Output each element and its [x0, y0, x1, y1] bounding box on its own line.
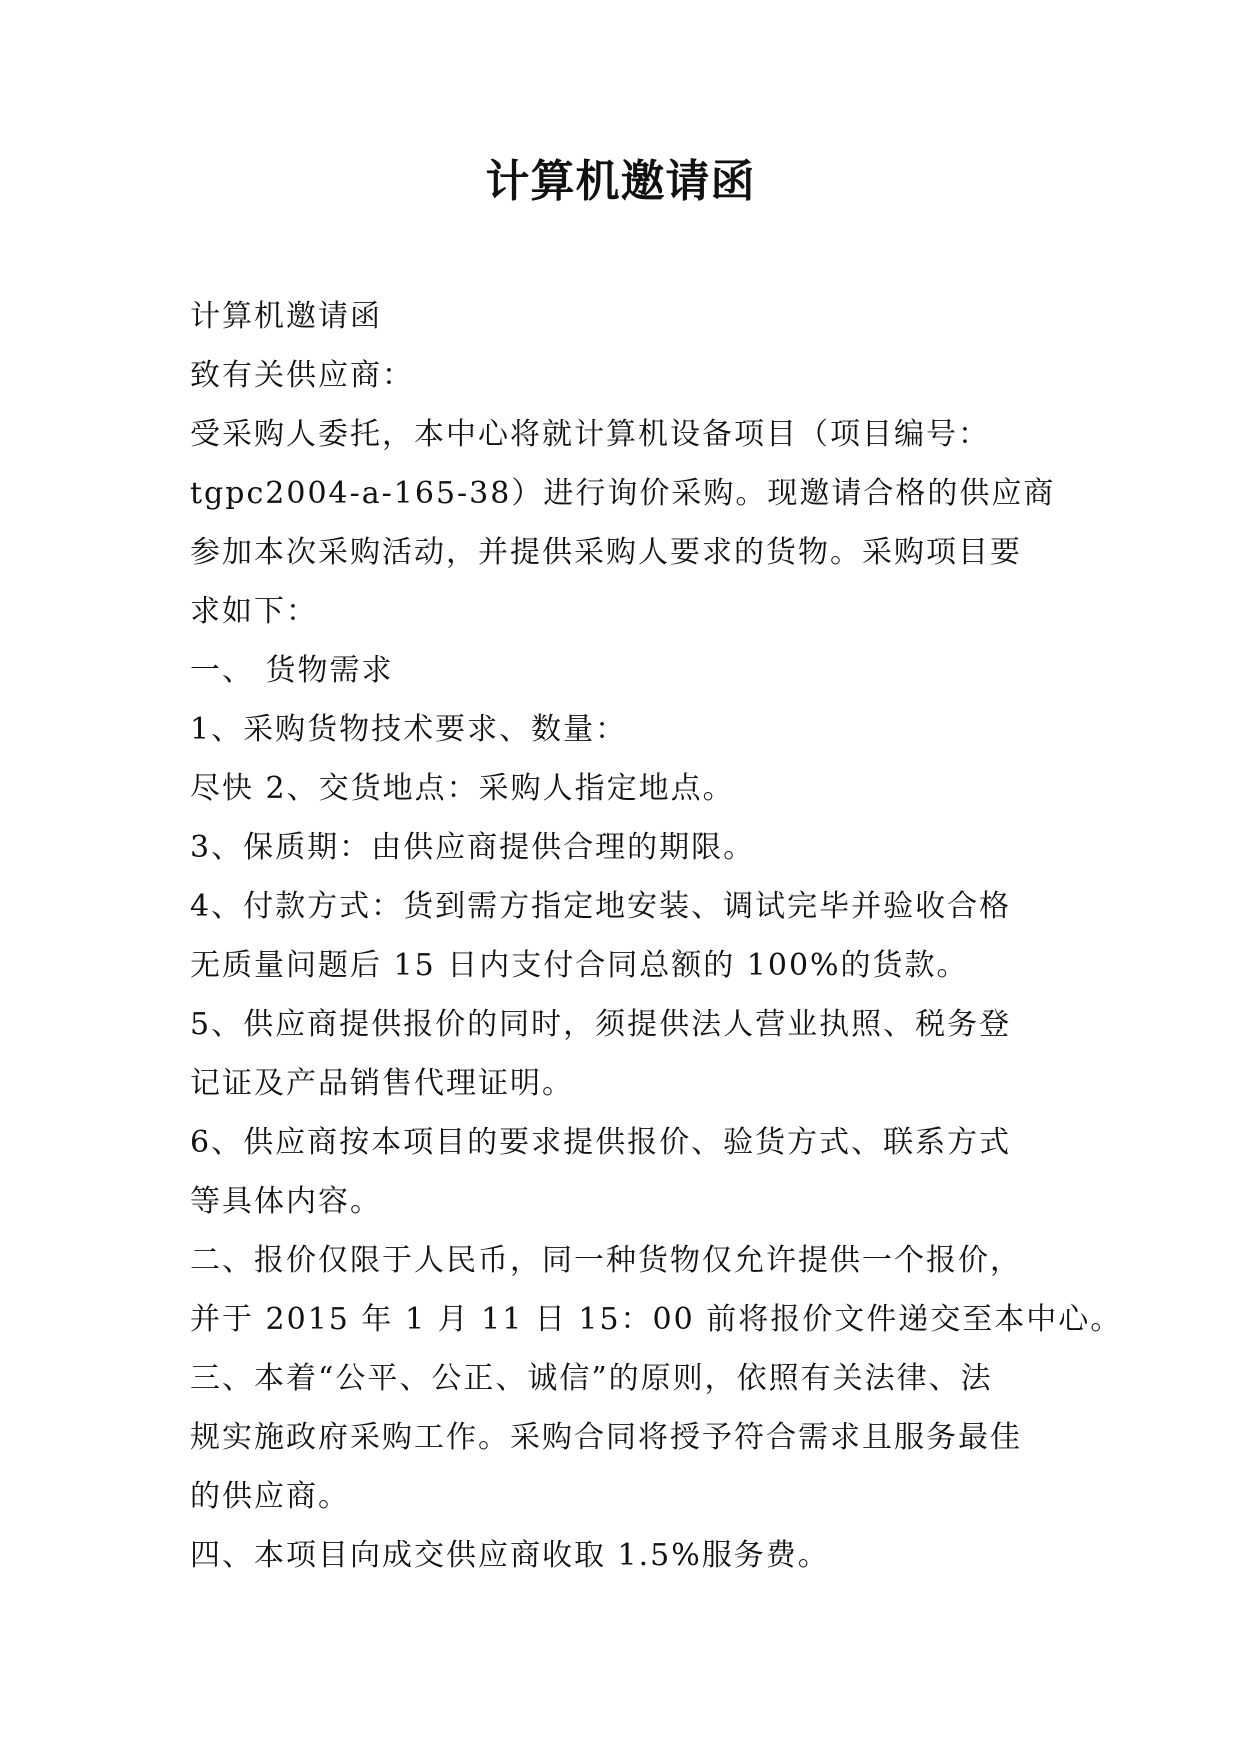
section-4-line-1: 四、本项目向成交供应商收取 1.5%服务费。	[190, 1538, 830, 1573]
intro-line-4: 求如下：	[190, 594, 318, 629]
item-4-line-1: 4、付款方式：货到需方指定地安装、调试完毕并验收合格	[190, 889, 1012, 924]
section-3-line-2: 规实施政府采购工作。采购合同将授予符合需求且服务最佳	[190, 1420, 1022, 1455]
section-3-line-3: 的供应商。	[190, 1479, 350, 1514]
section-2-line-2: 并于 2015 年 1 月 11 日 15：00 前将报价文件递交至本中心。	[190, 1302, 1123, 1337]
item-4-line-2: 无质量问题后 15 日内支付合同总额的 100%的货款。	[190, 948, 969, 983]
section-2-line-1: 二、报价仅限于人民币，同一种货物仅允许提供一个报价，	[190, 1243, 1022, 1278]
item-6-line-2: 等具体内容。	[190, 1184, 382, 1219]
item-1: 1、采购货物技术要求、数量：	[190, 712, 628, 747]
item-5-line-2: 记证及产品销售代理证明。	[190, 1066, 574, 1101]
item-6-line-1: 6、供应商按本项目的要求提供报价、验货方式、联系方式	[190, 1125, 1012, 1160]
item-2: 尽快 2、交货地点：采购人指定地点。	[190, 771, 735, 806]
intro-line-2: tgpc2004-a-165-38）进行询价采购。现邀请合格的供应商	[190, 476, 1056, 511]
salutation: 致有关供应商：	[190, 358, 414, 393]
section-3-line-1: 三、本着“公平、公正、诚信”的原则，依照有关法律、法	[190, 1361, 993, 1396]
body-heading: 计算机邀请函	[190, 299, 382, 334]
intro-line-3: 参加本次采购活动，并提供采购人要求的货物。采购项目要	[190, 535, 1022, 570]
section-1-heading: 一、 货物需求	[190, 653, 394, 688]
document-body	[190, 287, 1123, 1585]
item-3: 3、保质期：由供应商提供合理的期限。	[190, 830, 756, 865]
item-5-line-1: 5、供应商提供报价的同时，须提供法人营业执照、税务登	[190, 1007, 1012, 1042]
document-title: 计算机邀请函	[485, 156, 756, 207]
intro-line-1: 受采购人委托，本中心将就计算机设备项目（项目编号：	[190, 417, 990, 452]
